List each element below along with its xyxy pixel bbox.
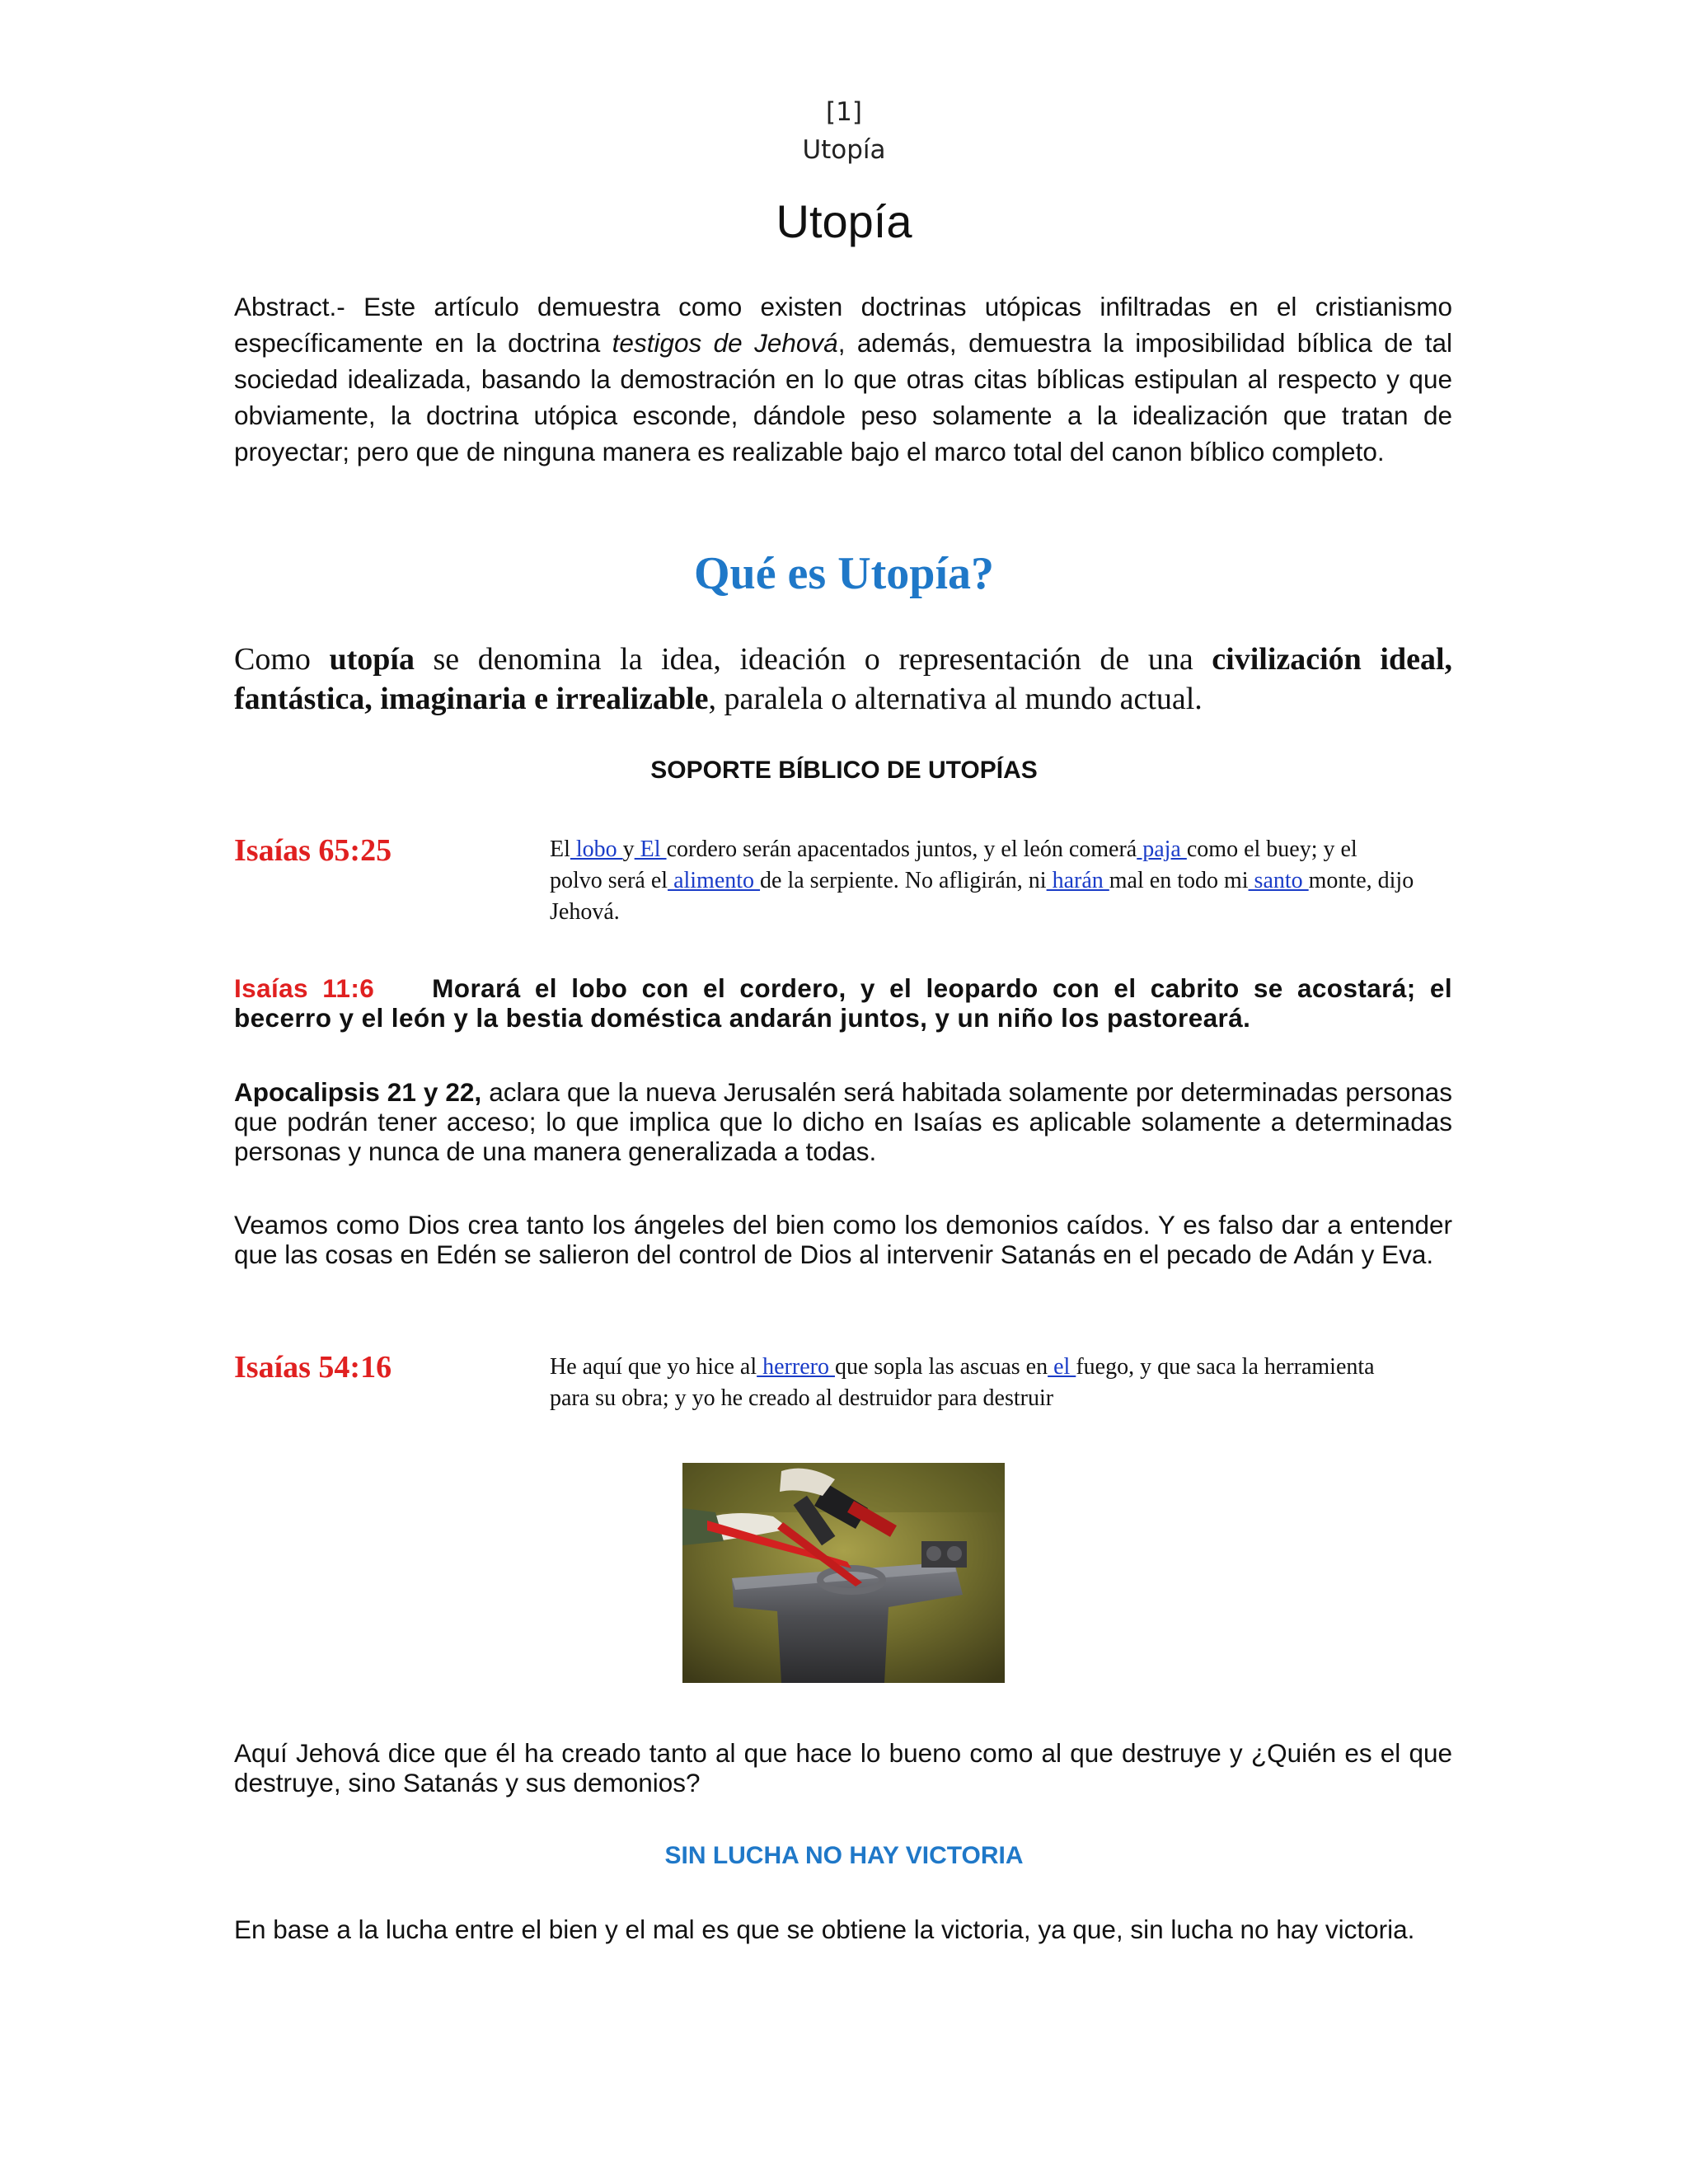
verse-text: mal en todo mi	[1109, 868, 1249, 893]
verse-text-isaias-54-16	[550, 1352, 1415, 1414]
verse-link-el[interactable]: el	[1048, 1354, 1076, 1380]
abstract-paragraph	[234, 288, 1452, 470]
definition-text: , paralela o alternativa al mundo actual.	[708, 682, 1203, 716]
verse-text: monte, dijo Jehová.	[550, 868, 1414, 925]
verse-text: como el buey; y el polvo será el	[550, 837, 1357, 893]
definition-text: Como	[234, 642, 330, 677]
veamos-paragraph: Veamos como Dios crea tanto los ángeles del bien como los demonios caídos. Y es falso dar a entender que las cosas en Edén se salieron del control de Dios al intervenir Satanás en el pecado de Adán y Eva.	[234, 1210, 1452, 1269]
verse-text: cordero serán apacentados juntos, y el león comerá	[666, 837, 1137, 862]
verse-text: El	[550, 837, 570, 862]
definition-bold: civilización ideal, fantástica, imaginaria e irrealizable	[234, 642, 1452, 716]
verse-text: de la serpiente. No afligirán, ni	[760, 868, 1047, 893]
apocalipsis-text: aclara que la nueva Jerusalén será habitada solamente por determinadas personas que podrán tener acceso; lo que implica que lo dicho en Isaías es aplicable solamente a determinadas personas y nunca de una manera generalizada a todas.	[234, 1077, 1453, 1166]
sin-lucha-paragraph: En base a la lucha entre el bien y el mal es que se obtiene la victoria, ya que, sin lucha no hay victoria.	[234, 1915, 1415, 1944]
verse-link-santo[interactable]: santo	[1248, 868, 1309, 893]
verse-link-el[interactable]: El	[634, 837, 667, 862]
verse-text: que sopla las ascuas en	[834, 1354, 1048, 1380]
verse-link-alimento[interactable]: alimento	[668, 868, 761, 893]
utopia-definition	[234, 640, 1452, 719]
verse-text-isaias-65-25	[550, 834, 1415, 928]
verse-text: fuego, y que saca la herramienta para su obra; y yo he creado al destruidor para destruir	[550, 1354, 1375, 1411]
running-title: Utopía	[802, 135, 886, 165]
verse-reference-isaias-65-25: Isaías 65:25	[234, 833, 392, 868]
verse-text: y	[622, 837, 635, 862]
section-heading-soporte-biblico: SOPORTE BÍBLICO DE UTOPÍAS	[650, 757, 1038, 784]
abstract-text: Abstract.- Este artículo demuestra como existen doctrinas utópicas infiltradas en el cristianismo específicamente en la doctrina	[234, 292, 1452, 358]
apocalipsis-ref: Apocalipsis 21 y 22,	[234, 1077, 482, 1107]
aqui-paragraph: Aquí Jehová dice que él ha creado tanto al que hace lo bueno como al que destruye y ¿Quién es el que destruye, sino Satanás y sus demonios?	[234, 1738, 1452, 1797]
section-heading-que-es-utopia: Qué es Utopía?	[694, 548, 994, 599]
section-heading-sin-lucha: SIN LUCHA NO HAY VICTORIA	[664, 1842, 1024, 1869]
verse-text-isaias-11-6: Morará el lobo con el cordero, y el leopardo con el cabrito se acostará; el becerro y el león y la bestia doméstica andarán juntos, y un niño los pastoreará.	[234, 973, 1452, 1033]
verse-isaias-11-6	[234, 973, 1452, 1033]
definition-bold: utopía	[329, 642, 415, 677]
document-title: Utopía	[776, 195, 912, 247]
verse-link-lobo[interactable]: lobo	[570, 837, 623, 862]
definition-text: se denomina la idea, ideación o representación de una	[414, 642, 1212, 677]
abstract-text-cont: , además, demuestra la imposibilidad bíblica de tal sociedad idealizada, basando la demostración en lo que otras citas bíblicas estipulan al respecto y que obviamente, la doctrina utópica esconde, dándole peso solamente a la idealización que tratan de proyectar; pero que de ninguna manera es realizable bajo el marco total del canon bíblico completo.	[234, 328, 1452, 466]
blacksmith-anvil-photo	[682, 1463, 1005, 1683]
verse-link-haran[interactable]: harán	[1046, 868, 1109, 893]
verse-link-herrero[interactable]: herrero	[757, 1354, 835, 1380]
verse-reference-isaias-11-6: Isaías 11:6	[234, 973, 375, 1003]
page-number: [1]	[826, 97, 862, 127]
abstract-italic: testigos de Jehová	[612, 328, 838, 358]
verse-text: He aquí que yo hice al	[550, 1354, 757, 1380]
verse-reference-isaias-54-16: Isaías 54:16	[234, 1350, 392, 1385]
apocalipsis-paragraph	[234, 1077, 1452, 1166]
verse-link-paja[interactable]: paja	[1137, 837, 1187, 862]
